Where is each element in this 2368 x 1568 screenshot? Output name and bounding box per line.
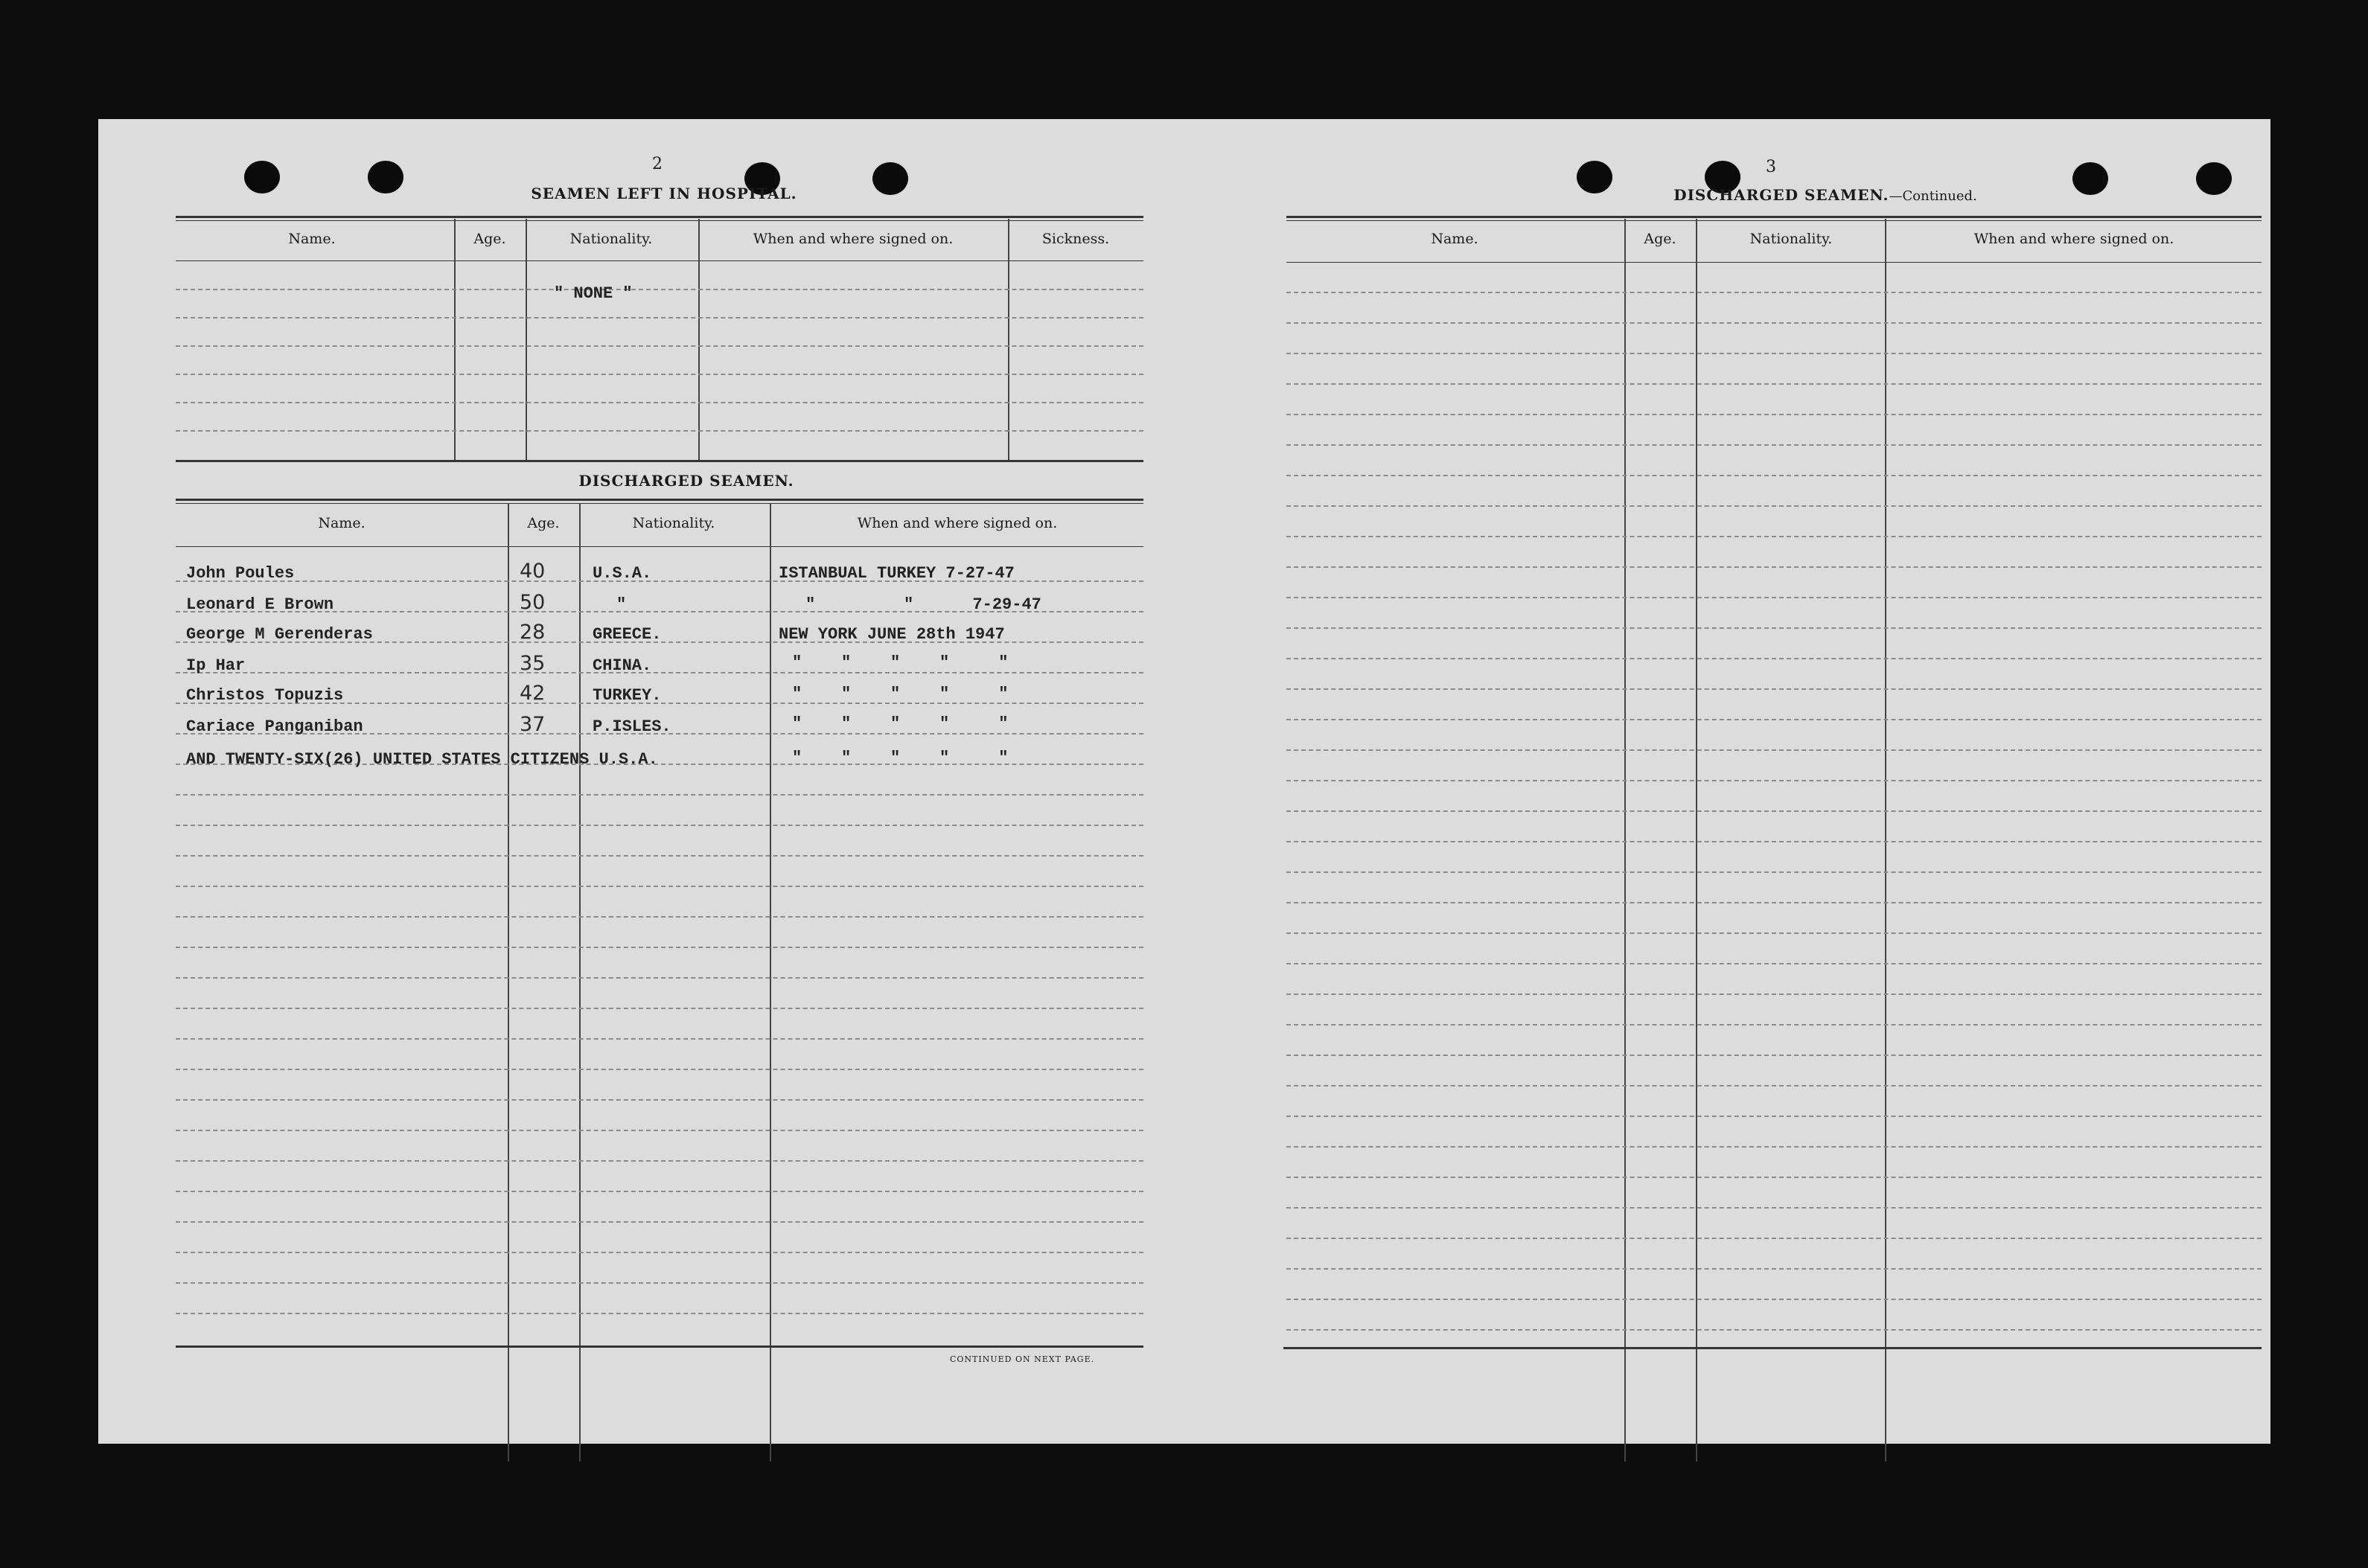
ruled-line	[1286, 1116, 2262, 1117]
ruled-line	[176, 1130, 1143, 1131]
ruled-line	[176, 825, 1143, 826]
ruled-line	[176, 1099, 1143, 1101]
ruled-line	[1286, 383, 2262, 385]
ruled-line	[176, 1069, 1143, 1070]
discharged-continued-title	[1617, 186, 2034, 204]
ruled-line	[176, 672, 1143, 673]
ruled-line	[1286, 932, 2262, 934]
ruled-line	[1286, 597, 2262, 598]
discharged-nationality: U.S.A.	[593, 564, 652, 583]
discharged-age: 42	[520, 682, 546, 705]
hospital-col-sickness: Sickness.	[1041, 231, 1110, 247]
ruled-line	[1286, 536, 2262, 537]
punch-hole	[1577, 161, 1612, 193]
discharged-nationality: GREECE.	[593, 625, 662, 644]
ruled-line	[1286, 871, 2262, 873]
discharged-age: 40	[520, 560, 546, 583]
discharged-signed-on: " " " " "	[792, 714, 1009, 733]
punch-hole	[244, 161, 280, 193]
punch-hole	[2196, 162, 2232, 195]
ruled-line	[1286, 1329, 2262, 1331]
punch-hole	[872, 162, 908, 195]
discharged-continued-title-text: DISCHARGED SEAMEN.	[1673, 186, 1889, 204]
right-col-name: Name.	[1431, 231, 1478, 247]
ruled-line	[1286, 1146, 2262, 1148]
ruled-line	[176, 916, 1143, 918]
ruled-line	[176, 1313, 1143, 1314]
ruled-line	[1286, 1238, 2262, 1239]
discharged-name: George M Gerenderas	[186, 625, 373, 644]
ruled-line	[176, 1221, 1143, 1223]
ruled-line	[1286, 963, 2262, 964]
discharged-nationality: P.ISLES.	[593, 717, 671, 736]
ruled-line	[1286, 1299, 2262, 1300]
discharged-nationality: "	[616, 595, 627, 614]
ruled-line	[176, 977, 1143, 979]
discharged-name: Cariace Panganiban	[186, 717, 363, 736]
discharged-age: 35	[520, 652, 546, 675]
ruled-line	[1286, 993, 2262, 995]
discharged-col-nationality: Nationality.	[632, 515, 715, 531]
discharged-name: Ip Har	[186, 656, 246, 675]
ruled-line	[1286, 688, 2262, 690]
ruled-line	[176, 1252, 1143, 1253]
discharged-col-signed-on: When and where signed on.	[857, 515, 1058, 531]
right-col-signed-on: When and where signed on.	[1973, 231, 2174, 247]
ruled-line	[1286, 444, 2262, 446]
discharged-signed-on: " " 7-29-47	[805, 595, 1041, 614]
discharged-signed-on: NEW YORK JUNE 28th 1947	[779, 625, 1005, 644]
ruled-line	[1286, 1055, 2262, 1056]
discharged-age: 50	[520, 591, 546, 614]
ruled-line	[1286, 505, 2262, 507]
hospital-section-title: SEAMEN LEFT IN HOSPITAL.	[531, 185, 797, 202]
discharged-summary-line: AND TWENTY-SIX(26) UNITED STATES CITIZENS U.S.A.	[186, 750, 658, 769]
ruled-line	[1286, 1085, 2262, 1087]
ruled-line	[176, 886, 1143, 887]
right-col-age: Age.	[1644, 231, 1676, 247]
ruled-line	[1286, 627, 2262, 629]
discharged-nationality: CHINA.	[593, 656, 652, 675]
continued-footer: CONTINUED ON NEXT PAGE.	[950, 1354, 1095, 1364]
discharged-signed-on: ISTANBUAL TURKEY 7-27-47	[779, 564, 1015, 583]
discharged-section-title: DISCHARGED SEAMEN.	[578, 472, 794, 490]
ruled-line	[1286, 292, 2262, 293]
document-sheet	[98, 119, 2270, 1444]
discharged-name: Leonard E Brown	[186, 595, 334, 614]
ruled-line	[1286, 1207, 2262, 1209]
discharged-summary-signed-on: " " " " "	[792, 749, 1009, 767]
ruled-line	[1286, 902, 2262, 903]
ruled-line	[1286, 475, 2262, 476]
ruled-line	[1286, 841, 2262, 842]
hospital-entry-none: " NONE "	[554, 284, 633, 303]
page-number-left: 2	[652, 155, 663, 173]
ruled-line	[1286, 658, 2262, 659]
ruled-line	[1286, 719, 2262, 720]
ruled-line	[1286, 322, 2262, 324]
hospital-col-nationality: Nationality.	[569, 231, 653, 247]
ruled-line	[176, 1282, 1143, 1284]
discharged-age: 28	[520, 621, 546, 644]
discharged-signed-on: " " " " "	[792, 685, 1009, 703]
ruled-line	[176, 855, 1143, 857]
hospital-col-signed-on: When and where signed on.	[753, 231, 954, 247]
ruled-line	[176, 947, 1143, 948]
discharged-col-name: Name.	[318, 515, 366, 531]
ruled-line	[1286, 566, 2262, 568]
hospital-col-age: Age.	[473, 231, 506, 247]
ruled-line	[1286, 749, 2262, 751]
ruled-line	[1286, 780, 2262, 781]
ruled-line	[1286, 1268, 2262, 1270]
right-col-nationality: Nationality.	[1749, 231, 1833, 247]
discharged-col-age: Age.	[527, 515, 560, 531]
page-number-right: 3	[1766, 158, 1776, 176]
ruled-line	[176, 794, 1143, 796]
discharged-name: John Poules	[186, 564, 295, 583]
discharged-continued-suffix: —Continued.	[1889, 188, 1977, 204]
ruled-line	[1286, 810, 2262, 812]
discharged-age: 37	[520, 713, 546, 736]
hospital-col-name: Name.	[288, 231, 336, 247]
ruled-line	[1286, 353, 2262, 354]
discharged-nationality: TURKEY.	[593, 686, 662, 705]
ruled-line	[176, 1191, 1143, 1192]
punch-hole	[368, 161, 403, 193]
ruled-line	[1286, 1024, 2262, 1025]
discharged-signed-on: " " " " "	[792, 653, 1009, 672]
ruled-line	[176, 1008, 1143, 1009]
ruled-line	[1286, 1177, 2262, 1178]
punch-hole	[2072, 162, 2108, 195]
ruled-line	[176, 1038, 1143, 1040]
ruled-line	[1286, 414, 2262, 415]
ruled-line	[176, 1160, 1143, 1162]
discharged-name: Christos Topuzis	[186, 686, 344, 705]
